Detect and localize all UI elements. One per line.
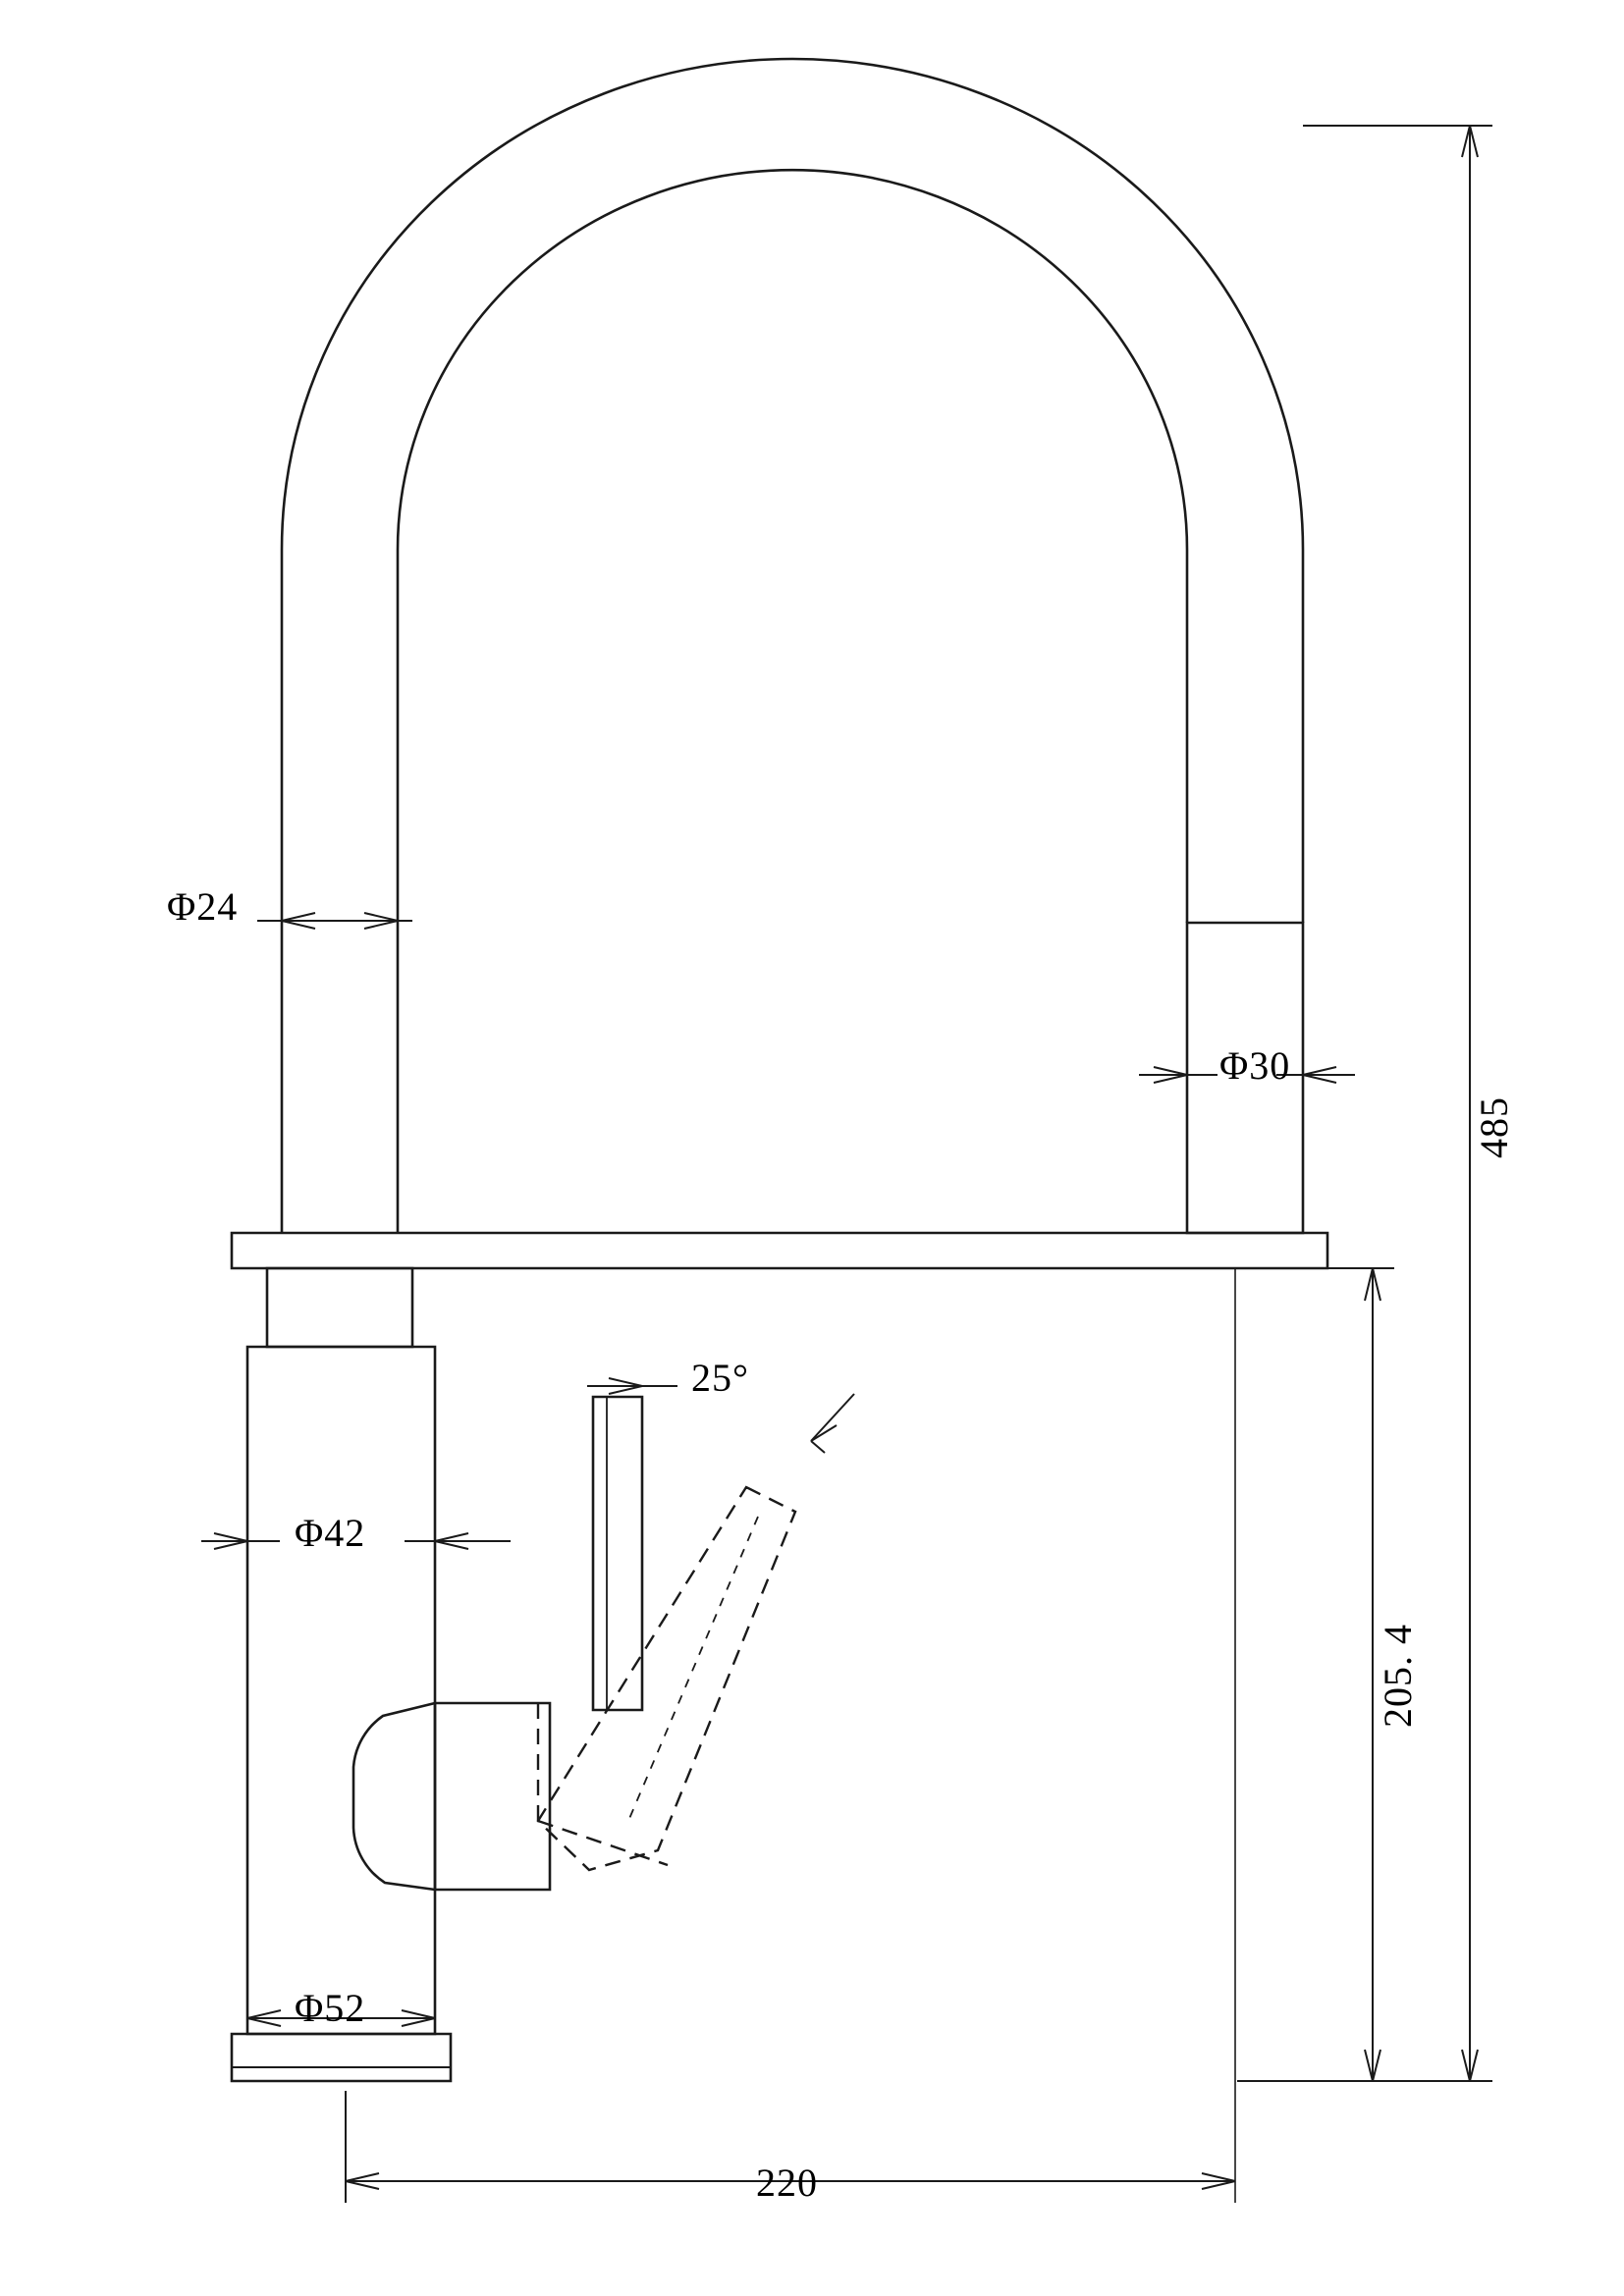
label-reach: 220 — [756, 2161, 818, 2205]
dimension-spout-height — [1237, 1268, 1394, 2081]
spout-outer-profile — [282, 59, 1303, 1233]
label-overall-height: 485 — [1472, 1096, 1516, 1158]
label-base-diameter: Φ52 — [295, 1986, 366, 2030]
base-flange — [232, 2034, 451, 2081]
dimension-reach — [346, 1268, 1235, 2203]
handle-hub — [435, 1703, 550, 1890]
handle-hub-cover — [353, 1703, 435, 1890]
label-body-diameter: Φ42 — [295, 1511, 366, 1555]
spout-inner-profile — [398, 170, 1187, 1233]
handle-lever-rotated — [538, 1487, 795, 1870]
handle-lever-vertical — [593, 1397, 642, 1710]
label-outlet-diameter: Φ30 — [1219, 1043, 1291, 1088]
label-spout-tube-diameter: Φ24 — [167, 884, 239, 929]
tap-body — [247, 1347, 435, 2034]
swivel-neck — [267, 1268, 412, 1347]
deck-collar-plate — [232, 1233, 1327, 1268]
label-handle-angle: 25° — [691, 1356, 749, 1400]
label-spout-height: 205. 4 — [1376, 1624, 1420, 1728]
dimension-overall-height — [1303, 126, 1492, 2081]
